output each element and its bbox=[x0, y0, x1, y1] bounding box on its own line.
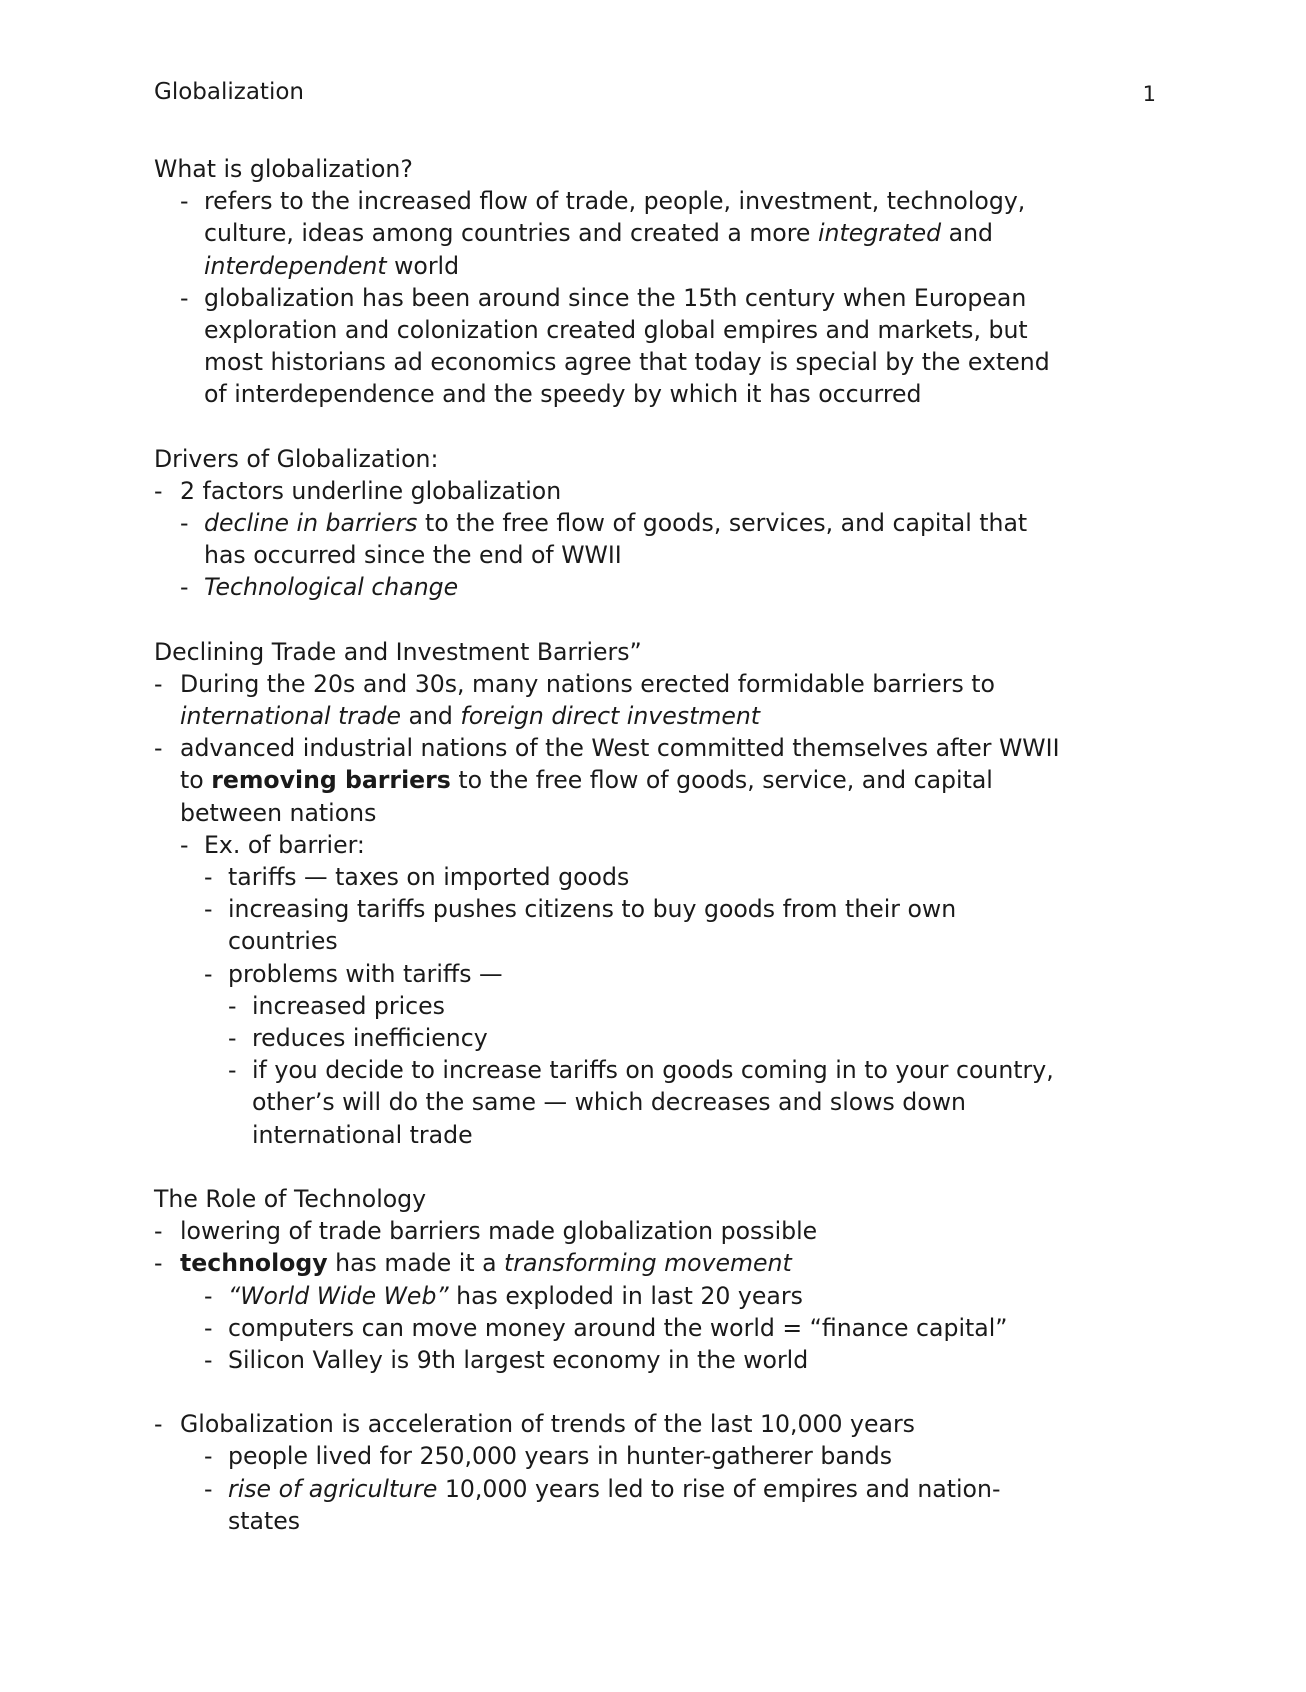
text-span: Silicon Valley is 9th largest economy in the world bbox=[228, 1345, 809, 1374]
section-gap bbox=[154, 604, 1164, 636]
text-line bbox=[154, 475, 1164, 507]
bullet-dash: - bbox=[154, 476, 163, 505]
bullet-dash: - bbox=[204, 959, 213, 988]
text-span: exploration and colonization created global empires and markets, but bbox=[204, 316, 1028, 345]
text-span: reduces inefficiency bbox=[252, 1024, 488, 1053]
text-span: Technological change bbox=[204, 573, 459, 602]
list-item bbox=[154, 893, 1164, 957]
text-span: countries bbox=[228, 927, 338, 956]
text-span: lowering of trade barriers made globalization possible bbox=[180, 1217, 818, 1246]
text-span: globalization has been around since the 15th century when European bbox=[204, 283, 1027, 312]
bullet-dash: - bbox=[154, 1249, 163, 1278]
text-line bbox=[154, 1022, 1164, 1054]
bullet-dash: - bbox=[204, 1345, 213, 1374]
bullet-dash: - bbox=[180, 187, 189, 216]
text-span: to the free flow of goods, services, and capital that bbox=[417, 509, 1028, 538]
bullet-dash: - bbox=[204, 863, 213, 892]
text-span: advanced industrial nations of the West committed themselves after WWII bbox=[180, 734, 1060, 763]
list-item bbox=[154, 1440, 1164, 1472]
list-item bbox=[154, 1022, 1164, 1054]
bullet-dash: - bbox=[154, 1410, 163, 1439]
bullet-dash: - bbox=[154, 1217, 163, 1246]
section bbox=[154, 1408, 1164, 1537]
text-span: technology bbox=[180, 1249, 328, 1278]
text-span: Ex. of barrier: bbox=[204, 830, 365, 859]
text-span: and bbox=[401, 702, 461, 731]
text-span: to bbox=[180, 766, 212, 795]
text-span: removing barriers bbox=[211, 766, 451, 795]
text-span: rise of agriculture bbox=[228, 1474, 438, 1503]
section-gap bbox=[154, 411, 1164, 443]
text-line bbox=[154, 1119, 1164, 1151]
text-line bbox=[154, 764, 1164, 796]
list-item bbox=[154, 1054, 1164, 1151]
text-span: foreign direct investment bbox=[460, 702, 761, 731]
section-gap bbox=[154, 1151, 1164, 1183]
list-item bbox=[154, 1408, 1164, 1440]
text-line bbox=[154, 507, 1164, 539]
list-item bbox=[154, 282, 1164, 411]
list-item bbox=[154, 668, 1164, 732]
list-item bbox=[154, 1344, 1164, 1376]
text-line bbox=[154, 990, 1164, 1022]
text-span: integrated bbox=[817, 219, 942, 248]
list-item bbox=[154, 861, 1164, 893]
bullet-dash: - bbox=[154, 734, 163, 763]
text-span: states bbox=[228, 1506, 301, 1535]
section bbox=[154, 153, 1164, 411]
bullet-dash: - bbox=[204, 1474, 213, 1503]
section-heading: What is globalization? bbox=[154, 155, 413, 183]
section bbox=[154, 1183, 1164, 1376]
page-number: 1 bbox=[1142, 82, 1156, 106]
text-line bbox=[154, 925, 1164, 957]
header-title: Globalization bbox=[154, 79, 304, 105]
text-line bbox=[154, 1280, 1164, 1312]
bullet-dash: - bbox=[154, 669, 163, 698]
text-line bbox=[154, 893, 1164, 925]
text-line bbox=[154, 1344, 1164, 1376]
text-span: other’s will do the same — which decreases and slows down bbox=[252, 1088, 966, 1117]
bullet-dash: - bbox=[180, 509, 189, 538]
list-item bbox=[154, 1215, 1164, 1247]
text-span: and bbox=[941, 219, 993, 248]
text-span: refers to the increased flow of trade, people, investment, technology, bbox=[204, 187, 1026, 216]
section bbox=[154, 443, 1164, 604]
text-span: international trade bbox=[252, 1120, 473, 1149]
text-line bbox=[154, 217, 1164, 249]
bullet-dash: - bbox=[204, 1442, 213, 1471]
list-item bbox=[154, 958, 1164, 990]
text-span: increasing tariffs pushes citizens to buy goods from their own bbox=[228, 895, 957, 924]
text-line bbox=[154, 1312, 1164, 1344]
text-span: problems with tariffs — bbox=[228, 959, 503, 988]
text-line bbox=[154, 346, 1164, 378]
text-span: During the 20s and 30s, many nations erected formidable barriers to bbox=[180, 669, 995, 698]
text-line bbox=[154, 1086, 1164, 1118]
text-line bbox=[154, 861, 1164, 893]
text-line bbox=[154, 732, 1164, 764]
text-span: most historians ad economics agree that today is special by the extend bbox=[204, 348, 1050, 377]
text-span: international trade bbox=[180, 702, 401, 731]
text-line bbox=[154, 250, 1164, 282]
text-span: has exploded in last 20 years bbox=[448, 1281, 803, 1310]
text-span: increased prices bbox=[252, 991, 445, 1020]
text-span: between nations bbox=[180, 798, 377, 827]
text-line bbox=[154, 539, 1164, 571]
text-span: people lived for 250,000 years in hunter-gatherer bands bbox=[228, 1442, 893, 1471]
text-line bbox=[154, 668, 1164, 700]
list-item bbox=[154, 829, 1164, 861]
section-heading: The Role of Technology bbox=[154, 1184, 427, 1213]
text-span: to the free flow of goods, service, and capital bbox=[450, 766, 993, 795]
text-line bbox=[154, 829, 1164, 861]
list-item bbox=[154, 990, 1164, 1022]
list-item bbox=[154, 475, 1164, 507]
list-item bbox=[154, 1312, 1164, 1344]
bullet-dash: - bbox=[228, 1024, 237, 1053]
text-line bbox=[154, 185, 1164, 217]
text-span: world bbox=[386, 251, 460, 280]
text-line bbox=[154, 378, 1164, 410]
text-span: has made it a bbox=[327, 1249, 505, 1278]
text-line bbox=[154, 1440, 1164, 1472]
bullet-dash: - bbox=[180, 573, 189, 602]
text-line bbox=[154, 958, 1164, 990]
text-span: if you decide to increase tariffs on goods coming in to your country, bbox=[252, 1056, 1054, 1085]
text-line bbox=[154, 1505, 1164, 1537]
section-heading: Declining Trade and Investment Barriers” bbox=[154, 637, 642, 666]
text-line bbox=[154, 282, 1164, 314]
text-span: “World Wide Web” bbox=[228, 1281, 449, 1310]
bullet-dash: - bbox=[228, 991, 237, 1020]
text-span: interdependent bbox=[204, 251, 387, 280]
text-span: tariffs — taxes on imported goods bbox=[228, 863, 630, 892]
list-item bbox=[154, 1247, 1164, 1279]
bullet-dash: - bbox=[228, 1056, 237, 1085]
text-span: 10,000 years led to rise of empires and nation- bbox=[437, 1474, 1001, 1503]
text-span: decline in barriers bbox=[204, 509, 418, 538]
text-line bbox=[154, 797, 1164, 829]
text-line bbox=[154, 1215, 1164, 1247]
text-line bbox=[154, 1473, 1164, 1505]
page-header bbox=[154, 76, 1156, 116]
text-span: of interdependence and the speedy by which it has occurred bbox=[204, 380, 922, 409]
text-span: transforming movement bbox=[504, 1249, 792, 1278]
text-line bbox=[154, 1054, 1164, 1086]
list-item bbox=[154, 185, 1164, 282]
bullet-dash: - bbox=[204, 895, 213, 924]
bullet-dash: - bbox=[204, 1281, 213, 1310]
text-span: culture, ideas among countries and created a more bbox=[204, 219, 818, 248]
text-line bbox=[154, 700, 1164, 732]
bullet-dash: - bbox=[180, 283, 189, 312]
section-gap bbox=[154, 1376, 1164, 1408]
list-item bbox=[154, 1280, 1164, 1312]
list-item bbox=[154, 1473, 1164, 1537]
list-item bbox=[154, 732, 1164, 829]
text-span: has occurred since the end of WWII bbox=[204, 541, 622, 570]
list-item bbox=[154, 571, 1164, 603]
text-line bbox=[154, 571, 1164, 603]
bullet-dash: - bbox=[180, 830, 189, 859]
bullet-dash: - bbox=[204, 1313, 213, 1342]
section bbox=[154, 636, 1164, 1151]
list-item bbox=[154, 507, 1164, 571]
text-line bbox=[154, 1247, 1164, 1279]
text-span: computers can move money around the world = “finance capital” bbox=[228, 1313, 1008, 1342]
section-heading: Drivers of Globalization: bbox=[154, 444, 439, 473]
text-span: Globalization is acceleration of trends of the last 10,000 years bbox=[180, 1410, 915, 1439]
text-line bbox=[154, 314, 1164, 346]
document-body bbox=[154, 153, 1164, 1537]
text-span: 2 factors underline globalization bbox=[180, 476, 562, 505]
text-line bbox=[154, 1408, 1164, 1440]
